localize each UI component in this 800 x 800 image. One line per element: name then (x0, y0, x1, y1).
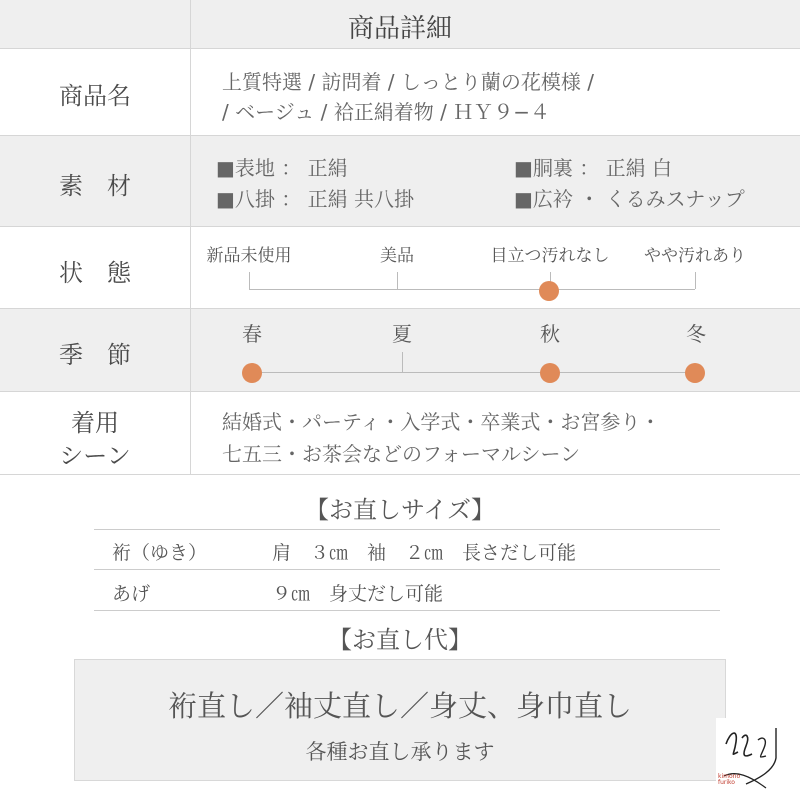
alteration-size-label: 裄（ゆき） (112, 542, 208, 564)
alteration-cost-main: 裄直し／袖丈直し／身丈、身巾直し (167, 689, 632, 723)
divider (0, 48, 800, 49)
condition-option: 美品 (380, 246, 414, 266)
product-name-line1: 上質特選 / 訪問着 / しっとり蘭の花模様 / (222, 70, 595, 94)
season-option: 春 (242, 322, 262, 346)
divider (0, 308, 800, 309)
divider (0, 474, 800, 475)
season-selected-marker (242, 363, 262, 383)
condition-option: 目立つ汚れなし (490, 246, 610, 266)
season-tick (402, 352, 403, 372)
divider (0, 135, 800, 136)
column-divider (190, 0, 191, 474)
season-selected-marker (685, 363, 705, 383)
alteration-size-value: 肩 ３㎝ 袖 ２㎝ 長さだし可能 (272, 542, 577, 564)
product-name-line2: / ベージュ / 袷正絹着物 / ＨＹ９−４ (222, 100, 550, 124)
divider (94, 610, 720, 611)
brand-logo (716, 718, 794, 792)
season-selected-marker (540, 363, 560, 383)
alteration-cost-title: 【お直し代】 (328, 626, 472, 654)
table-header: 商品詳細 (347, 14, 452, 44)
scene-line2: 七五三・お茶会などのフォーマルシーン (222, 442, 581, 466)
divider (0, 226, 800, 227)
divider (94, 569, 720, 570)
divider (94, 529, 720, 530)
scene-line1: 結婚式・パーティ・入学式・卒業式・お宮参り・ (222, 410, 661, 434)
condition-selected-marker (539, 281, 559, 301)
condition-tick (397, 272, 398, 289)
scene-label-line1: 着用 (71, 409, 119, 437)
product-name-label: 商品名 (59, 82, 131, 110)
material-item: ■胴裏 ： 正絹 白 (514, 156, 672, 180)
season-label: 季 節 (59, 341, 131, 369)
scene-label-line2: シーン (59, 442, 131, 470)
material-item: ■八掛 ： 正絹 共八掛 (216, 187, 414, 211)
season-option: 冬 (686, 322, 706, 346)
material-item: ■表地 ： 正絹 (216, 156, 348, 180)
condition-scale-line (249, 289, 695, 290)
material-item: ■広衿 ・ くるみスナップ (514, 187, 745, 211)
alteration-size-title: 【お直しサイズ】 (304, 496, 496, 524)
condition-option: 新品未使用 (206, 246, 292, 266)
alteration-cost-sub: 各種お直し承ります (305, 740, 495, 764)
season-option: 秋 (540, 322, 560, 346)
condition-option: やや汚れあり (644, 246, 746, 266)
divider (0, 391, 800, 392)
season-option: 夏 (392, 322, 412, 346)
condition-tick (695, 272, 696, 289)
alteration-size-label: あげ (112, 583, 151, 605)
season-scale-line (252, 372, 696, 373)
material-label: 素 材 (59, 172, 131, 200)
condition-tick (249, 272, 250, 289)
alteration-size-value: ９㎝ 身丈だし可能 (272, 583, 444, 605)
condition-label: 状 態 (59, 259, 131, 287)
brand-logo-caption: kimono furiko (718, 773, 741, 786)
